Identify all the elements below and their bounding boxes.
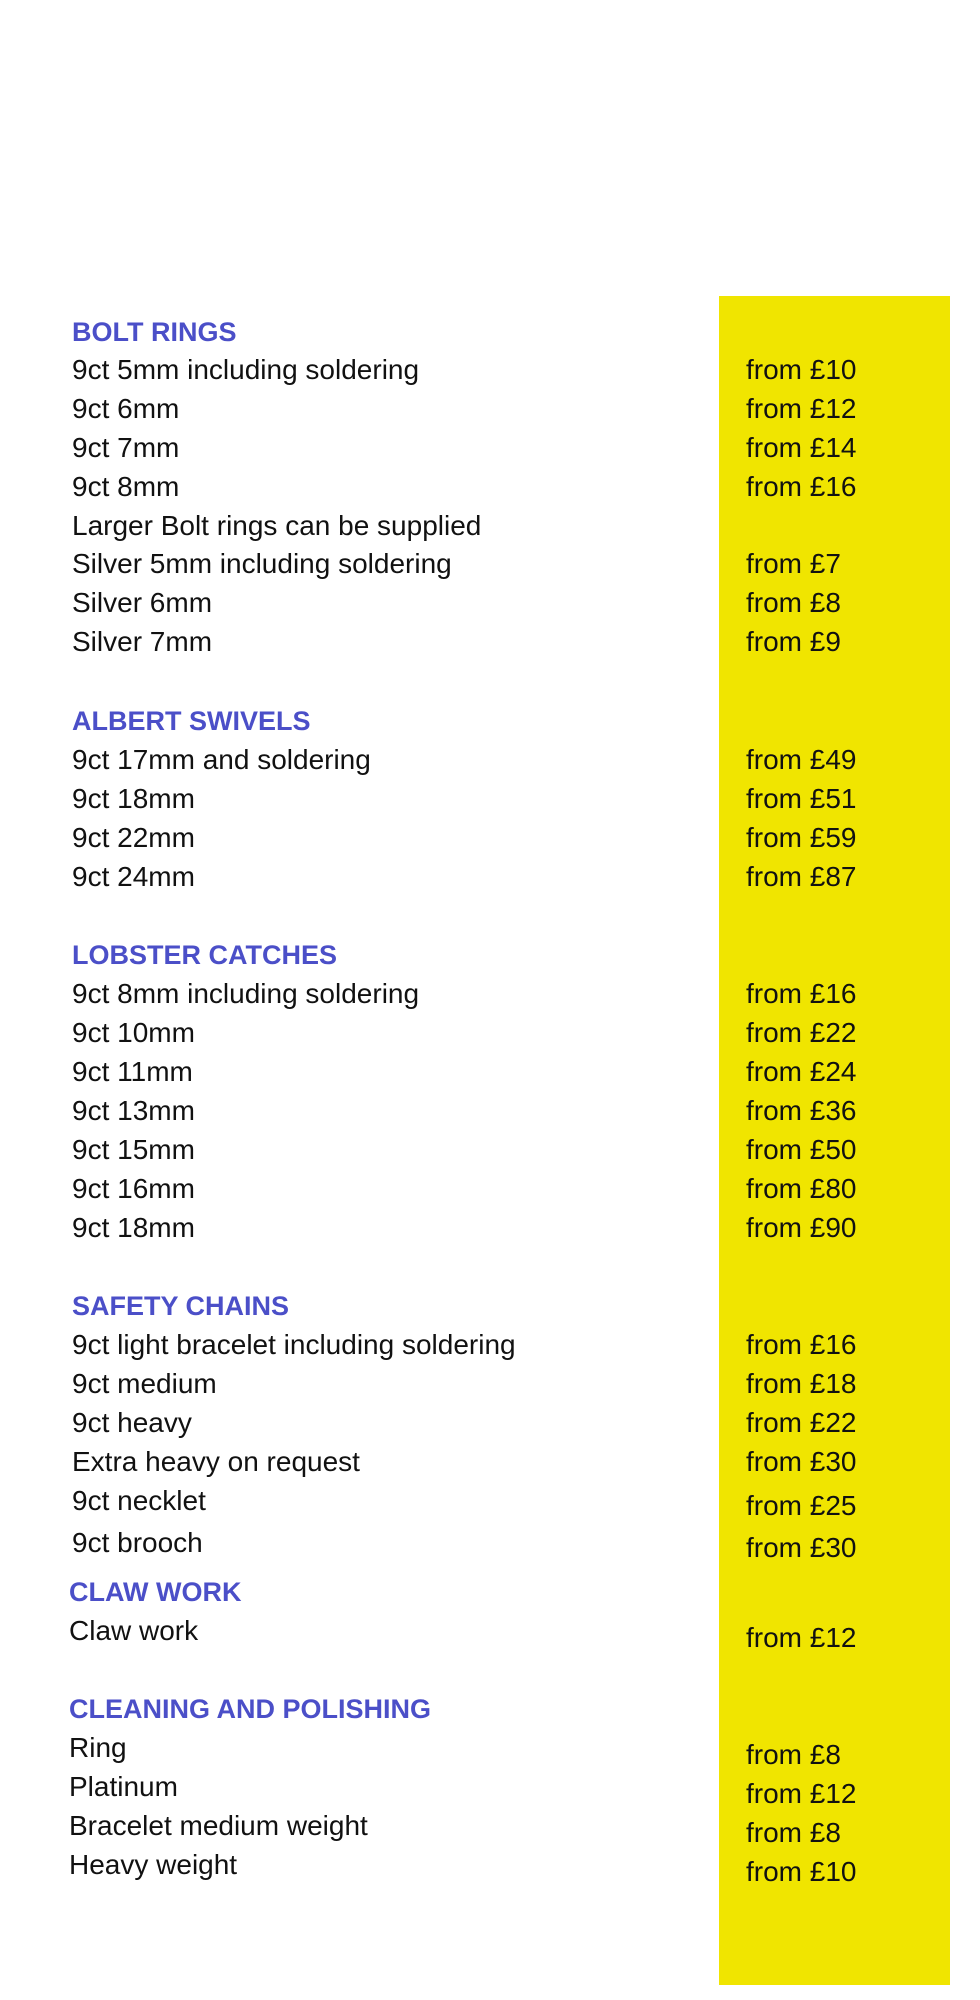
section-title: CLEANING AND POLISHING <box>69 1694 432 1724</box>
item-label: 9ct 8mm <box>72 471 180 502</box>
item-label: 9ct 10mm <box>72 1017 195 1048</box>
item-price: from £51 <box>746 783 857 814</box>
item-price: from £8 <box>746 1817 841 1848</box>
item-label: 9ct 15mm <box>72 1134 195 1165</box>
item-price: from £7 <box>746 548 841 579</box>
item-label: 9ct 6mm <box>72 393 180 424</box>
item-price: from £16 <box>746 978 857 1009</box>
item-price: from £25 <box>746 1490 857 1521</box>
item-label: Extra heavy on request <box>72 1446 360 1477</box>
section-title: ALBERT SWIVELS <box>72 706 311 736</box>
item-price: from £9 <box>746 626 841 657</box>
item-label: Silver 5mm including soldering <box>72 548 452 579</box>
item-price: from £59 <box>746 822 857 853</box>
item-label: 9ct 7mm <box>72 432 180 463</box>
item-price: from £10 <box>746 354 857 385</box>
item-label: 9ct medium <box>72 1368 217 1399</box>
item-label: Silver 7mm <box>72 626 213 657</box>
item-price: from £50 <box>746 1134 857 1165</box>
item-price: from £24 <box>746 1056 857 1087</box>
item-price: from £16 <box>746 1329 857 1360</box>
item-label: 9ct 22mm <box>72 822 195 853</box>
item-price: from £49 <box>746 744 857 775</box>
item-price: from £18 <box>746 1368 857 1399</box>
item-label: 9ct light bracelet including soldering <box>72 1329 516 1360</box>
item-price: from £10 <box>746 1856 857 1887</box>
item-price: from £12 <box>746 1778 857 1809</box>
item-price: from £30 <box>746 1532 857 1563</box>
item-label: Ring <box>69 1732 127 1763</box>
item-label: 9ct 24mm <box>72 861 195 892</box>
item-price: from £87 <box>746 861 857 892</box>
item-price: from £12 <box>746 393 857 424</box>
item-label: 9ct 5mm including soldering <box>72 354 420 385</box>
item-price: from £30 <box>746 1446 857 1477</box>
item-label: 9ct 8mm including soldering <box>72 978 420 1009</box>
item-label: Claw work <box>69 1615 199 1646</box>
item-price: from £16 <box>746 471 857 502</box>
item-price: from £36 <box>746 1095 857 1126</box>
section-title: CLAW WORK <box>69 1577 242 1607</box>
item-price: from £22 <box>746 1407 857 1438</box>
item-label: 9ct 18mm <box>72 1212 195 1243</box>
item-price: from £22 <box>746 1017 857 1048</box>
item-price: from £14 <box>746 432 857 463</box>
item-label: Larger Bolt rings can be supplied <box>72 510 482 541</box>
item-label: 9ct 18mm <box>72 783 195 814</box>
item-price: from £8 <box>746 1739 841 1770</box>
item-label: 9ct 16mm <box>72 1173 195 1204</box>
item-price: from £8 <box>746 587 841 618</box>
item-price: from £80 <box>746 1173 857 1204</box>
section-title: LOBSTER CATCHES <box>72 940 338 970</box>
item-price: from £12 <box>746 1622 857 1653</box>
item-label: 9ct heavy <box>72 1407 192 1438</box>
item-label: Bracelet medium weight <box>69 1810 368 1841</box>
item-label: 9ct brooch <box>72 1527 203 1558</box>
item-label: Silver 6mm <box>72 587 213 618</box>
item-label: 9ct 17mm and soldering <box>72 744 371 775</box>
item-label: 9ct 13mm <box>72 1095 195 1126</box>
item-label: 9ct 11mm <box>72 1056 193 1087</box>
section-title: BOLT RINGS <box>72 317 237 347</box>
section-title: SAFETY CHAINS <box>72 1291 290 1321</box>
item-label: Heavy weight <box>69 1849 238 1880</box>
item-label: 9ct necklet <box>72 1485 206 1516</box>
item-price: from £90 <box>746 1212 857 1243</box>
item-label: Platinum <box>69 1771 178 1802</box>
